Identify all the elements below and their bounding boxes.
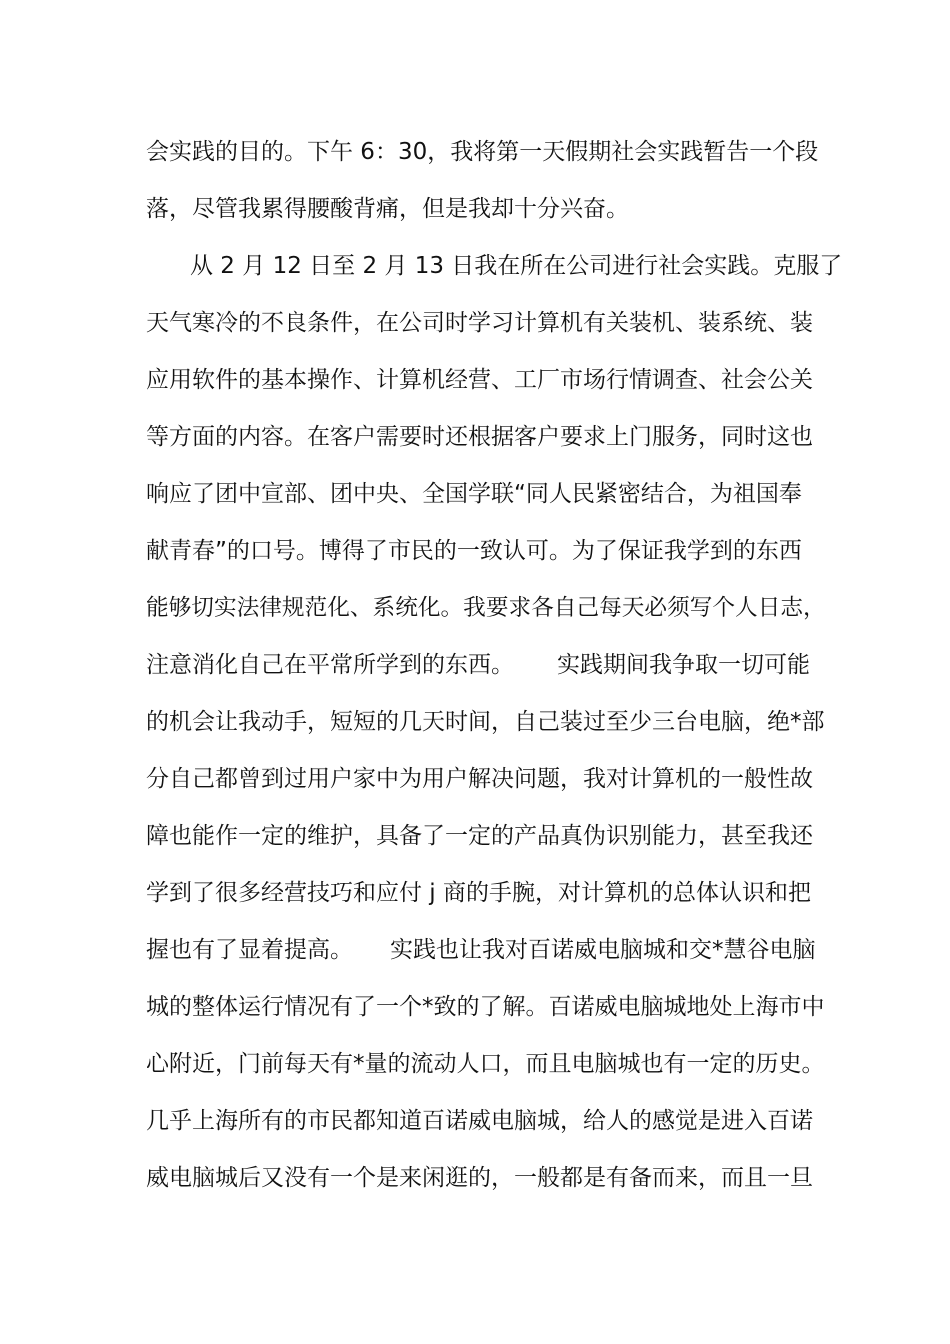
text-line: 握也有了显着提高。	[146, 937, 353, 963]
text-line: 应用软件的基本操作、计算机经营、工厂市场行情调查、社会公关	[146, 367, 813, 393]
text-line: 城的整体运行情况有了一个*致的了解。百诺威电脑城地处上海市中	[146, 994, 825, 1020]
text-line: 从 2 月 12 日至 2 月 13 日我在所在公司进行社会实践。克服了	[190, 253, 843, 279]
text-line: 等方面的内容。在客户需要时还根据客户要求上门服务，同时这也	[146, 424, 813, 450]
text-line: 响应了团中宣部、团中央、全国学联“同人民紧密结合，为祖国奉	[146, 481, 802, 507]
text-line: 障也能作一定的维护，具备了一定的产品真伪识别能力，甚至我还	[146, 823, 813, 849]
text-line: 的机会让我动手，短短的几天时间，自己装过至少三台电脑，绝*部	[146, 709, 825, 735]
text-line: 落，尽管我累得腰酸背痛，但是我却十分兴奋。	[146, 196, 629, 222]
text-line: 分自己都曾到过用户家中为用户解决问题，我对计算机的一般性故	[146, 766, 813, 792]
text-line: 会实践的目的。下午 6：30，我将第一天假期社会实践暂告一个段	[146, 139, 819, 165]
text-line: 学到了很多经营技巧和应付 j 商的手腕，对计算机的总体认识和把	[146, 880, 812, 906]
text-line: 实践也让我对百诺威电脑城和交*慧谷电脑	[390, 937, 816, 963]
text-line: 威电脑城后又没有一个是来闲逛的，一般都是有备而来，而且一旦	[146, 1165, 813, 1191]
text-line: 注意消化自己在平常所学到的东西。	[146, 652, 514, 678]
text-line: 心附近，门前每天有*量的流动人口，而且电脑城也有一定的历史。	[146, 1051, 825, 1077]
text-line: 天气寒冷的不良条件，在公司时学习计算机有关装机、装系统、装	[146, 310, 813, 336]
text-line: 实践期间我争取一切可能	[557, 652, 810, 678]
text-line: 几乎上海所有的市民都知道百诺威电脑城，给人的感觉是进入百诺	[146, 1108, 813, 1134]
text-line: 能够切实法律规范化、系统化。我要求各自己每天必须写个人日志，	[146, 595, 826, 621]
text-line: 献青春”的口号。博得了市民的一致认可。为了保证我学到的东西	[146, 538, 802, 564]
